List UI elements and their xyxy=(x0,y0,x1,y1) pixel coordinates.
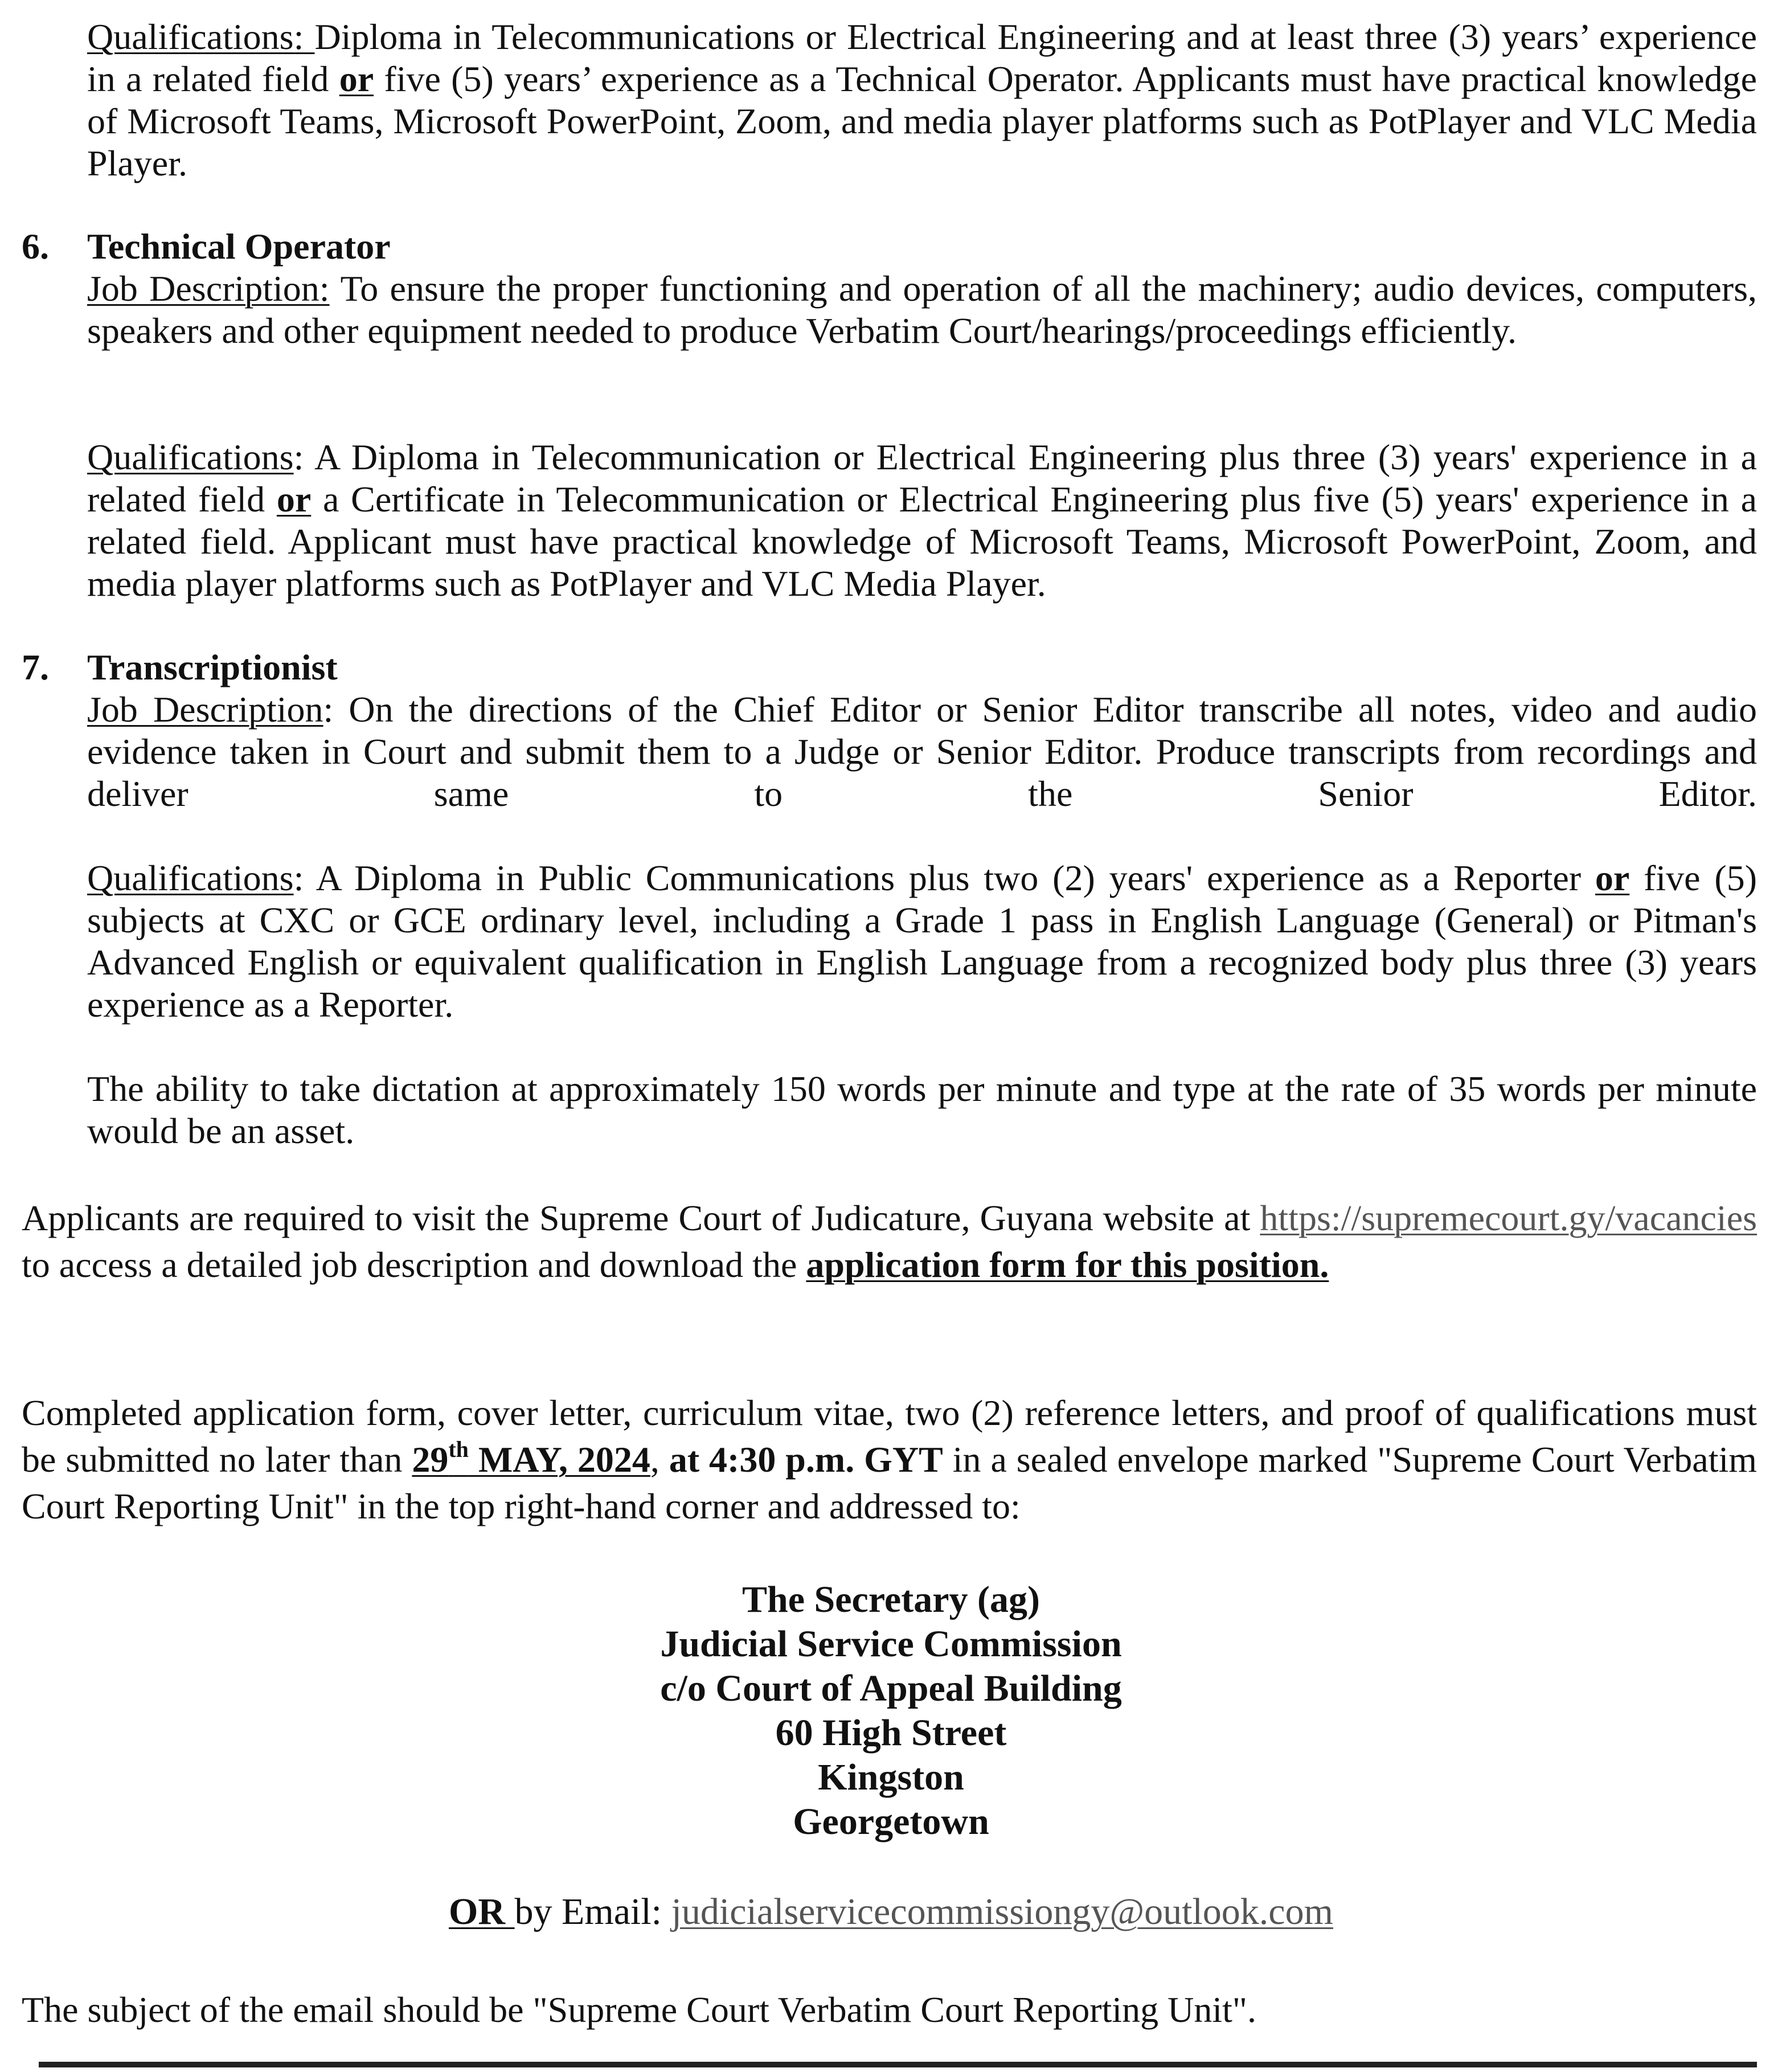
section-title: Technical Operator xyxy=(87,226,391,267)
qualifications-label: Qualifications xyxy=(87,437,294,477)
or-emphasis: OR xyxy=(449,1891,515,1932)
submission-instructions xyxy=(22,1390,1757,1530)
deadline-time: at 4:30 p.m. GYT xyxy=(669,1439,943,1480)
instructions-text: to access a detailed job description and download the xyxy=(22,1244,806,1285)
submission-text: Completed application form, cover letter, curriculum vitae, two (2) reference letters, and proof of qualifications must be submitted no later than xyxy=(22,1393,1757,1480)
address-line-2: Judicial Service Commission xyxy=(660,1623,1122,1665)
qualifications-text: : A Diploma in Telecommunication or Electrical Engineering plus three (3) years' experience in a related field xyxy=(87,437,1757,519)
section-6-heading xyxy=(22,226,391,268)
application-form-link[interactable]: application form for this position. xyxy=(806,1244,1329,1285)
vacancies-link[interactable]: https://supremecourt.gy/vacancies xyxy=(1260,1198,1757,1238)
or-emphasis: or xyxy=(276,479,312,519)
qualifications-label: Qualifications: xyxy=(87,17,315,57)
qualifications-label: Qualifications xyxy=(87,858,294,898)
address-line-3: c/o Court of Appeal Building xyxy=(660,1668,1122,1709)
section-7-job-description xyxy=(87,689,1757,815)
qualifications-text: five (5) subjects at CXC or GCE ordinary level, including a Grade 1 pass in English Language (General) or Pitman's Advanced English or equivalent qualification in English Language from a recognized body plus three (3) years experience as a Reporter. xyxy=(87,858,1758,1025)
deadline-date xyxy=(412,1436,650,1480)
instructions-text: Applicants are required to visit the Supreme Court of Judicature, Guyana website at xyxy=(22,1198,1260,1238)
email-link[interactable]: judicialservicecommissiongy@outlook.com xyxy=(671,1891,1333,1932)
section-7-dictation-note: The ability to take dictation at approximately 150 words per minute and type at the rate of 35 words per minute would be an asset. xyxy=(87,1068,1757,1151)
email-label: by Email: xyxy=(514,1891,671,1932)
section-number: 7. xyxy=(22,647,49,687)
section-6-qualifications xyxy=(87,436,1757,605)
or-emphasis: or xyxy=(339,59,374,99)
email-subject-note: The subject of the email should be "Supreme Court Verbatim Court Reporting Unit". xyxy=(22,1989,1257,2030)
deadline-day-suffix: th xyxy=(448,1436,469,1462)
qualifications-text: : A Diploma in Public Communications plus two (2) years' experience as a Reporter xyxy=(293,858,1595,898)
qualifications-text: five (5) years’ experience as a Technical Operator. Applicants must have practical knowledge of Microsoft Teams, Microsoft PowerPoint, Zoom, and media player platforms such as PotPlayer and VLC Media Player. xyxy=(87,59,1757,183)
or-emphasis: or xyxy=(1595,858,1630,898)
section-6-job-description xyxy=(87,268,1757,352)
address-line-1: The Secretary (ag) xyxy=(742,1579,1040,1620)
qualifications-text: Diploma in Telecommunications or Electrical Engineering and at least three (3) years’ experience in a related field xyxy=(87,17,1758,99)
job-description-text: To ensure the proper functioning and operation of all the machinery; audio devices, computers, speakers and other equipment needed to produce Verbatim Court/hearings/proceedings efficiently. xyxy=(87,268,1758,351)
application-instructions xyxy=(22,1195,1757,1288)
section-7-heading xyxy=(22,646,338,689)
deadline-day: 29 xyxy=(412,1439,449,1480)
address-line-6: Georgetown xyxy=(793,1801,989,1842)
email-option xyxy=(0,1891,1782,1933)
deadline-month-year: MAY, 2024 xyxy=(468,1439,650,1480)
bottom-rule xyxy=(39,2062,1757,2067)
section-5-qualifications xyxy=(87,16,1757,185)
job-description-label: Job Description: xyxy=(87,268,330,309)
address-line-5: Kingston xyxy=(818,1756,964,1798)
submission-text: in a sealed envelope marked "Supreme Court Verbatim Court Reporting Unit" in the top right-hand corner and addressed to: xyxy=(22,1439,1758,1526)
section-7-qualifications xyxy=(87,857,1757,1026)
job-description-label: Job Description xyxy=(87,689,323,730)
section-number: 6. xyxy=(22,226,49,267)
section-title: Transcriptionist xyxy=(87,647,338,687)
address-line-4: 60 High Street xyxy=(775,1712,1007,1754)
separator: , xyxy=(650,1439,669,1480)
qualifications-text: a Certificate in Telecommunication or Electrical Engineering plus five (5) years' experience in a related field. Applicant must have practical knowledge of Microsoft Teams, Microsoft PowerPoint, Zoom, and media player platforms such as PotPlayer and VLC Media Player. xyxy=(87,479,1758,604)
job-description-text: : On the directions of the Chief Editor or Senior Editor transcribe all notes, video and audio evidence taken in Court and submit them to a Judge or Senior Editor. Produce transcripts from recordings and deliver same to the Senior Editor. xyxy=(87,689,1758,814)
